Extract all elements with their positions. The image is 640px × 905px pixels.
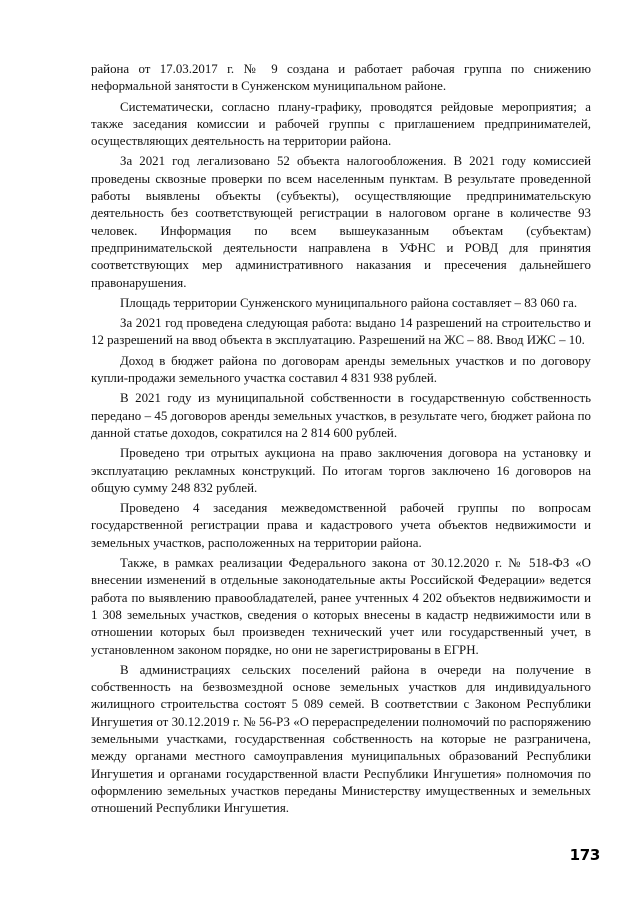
paragraph-5: За 2021 год проведена следующая работа: выдано 14 разрешений на строительство и 12 разрешений на ввод объекта в эксплуатацию. Разрешений на ЖС – 88. Ввод ИЖС – 10.: [91, 316, 591, 348]
paragraph-9: Проведено 4 заседания межведомственной рабочей группы по вопросам государственной регистрации права и кадастрового учета объектов недвижимости и земельных участков, расположенных на территории района.: [91, 501, 591, 550]
body-text: [91, 61, 591, 820]
paragraph-11: В администрациях сельских поселений района в очереди на получение в собственность на безвозмездной основе земельных участков для индивидуального жилищного строительства состоят 5 089 семей. В соответствии с Законом Республики Ингушетия от 30.12.2019 г. № 56-РЗ «О перераспределении полномочий по распоряжению земельными участками, государственная собственность на которые не разграничена, между органами местного самоуправления муниципальных образований Республики Ингушетия и органами государственной власти Республики Ингушетия» полномочия по оформлению земельных участков переданы Министерству имущественных и земельных отношений Республики Ингушетия.: [91, 662, 591, 816]
page-number: 173: [569, 846, 600, 864]
paragraph-1: района от 17.03.2017 г. № 9 создана и работает рабочая группа по снижению неформальной занятости в Сунженском муниципальном районе.: [91, 62, 591, 94]
paragraph-4: Площадь территории Сунженского муниципального района составляет – 83 060 га.: [120, 295, 578, 310]
paragraph-8: Проведено три отрытых аукциона на право заключения договора на установку и эксплуатацию рекламных конструкций. По итогам торгов заключено 16 договоров на общую сумму 248 832 рублей.: [91, 446, 591, 495]
paragraph-10: Также, в рамках реализации Федерального закона от 30.12.2020 г. № 518-ФЗ «О внесении изменений в отдельные законодательные акты Российской Федерации» ведется работа по выявлению правообладателей, ранее учтенных 4 202 объектов недвижимости и 1 308 земельных участков, сведения о которых внесены в кадастр недвижимости или в отношении которых был произведен технический учет или государственный учет, в установленном законом порядке, но они не зарегистрированы в ЕГРН.: [91, 556, 591, 657]
paragraph-2: Систематически, согласно плану-графику, проводятся рейдовые мероприятия; а также заседания комиссии и рабочей группы с приглашением предпринимателей, осуществляющих деятельность на территории района.: [91, 99, 591, 149]
paragraph-3: За 2021 год легализовано 52 объекта налогообложения. В 2021 году комиссией проведены сквозные проверки по всем населенным пунктам. В результате проведенной работы выявлены объекты (субъекты), осуществляющие предпринимательскую деятельность без соответствующей регистрации в налоговом органе в количестве 93 человек. Информация по всем вышеуказанным объектам (субъектам) предпринимательской деятельности направлена в УФНС и РОВД для принятия соответствующих мер административного наказания и пресечения дальнейшего правонарушения.: [91, 154, 591, 290]
paragraph-7: В 2021 году из муниципальной собственности в государственную собственность передано – 45 договоров аренды земельных участков, в результате чего, бюджет района по данной статье доходов, сократился на 2 814 600 рублей.: [91, 391, 591, 440]
paragraph-6: Доход в бюджет района по договорам аренды земельных участков и по договору купли-продажи земельного участка составил 4 831 938 рублей.: [91, 353, 591, 386]
